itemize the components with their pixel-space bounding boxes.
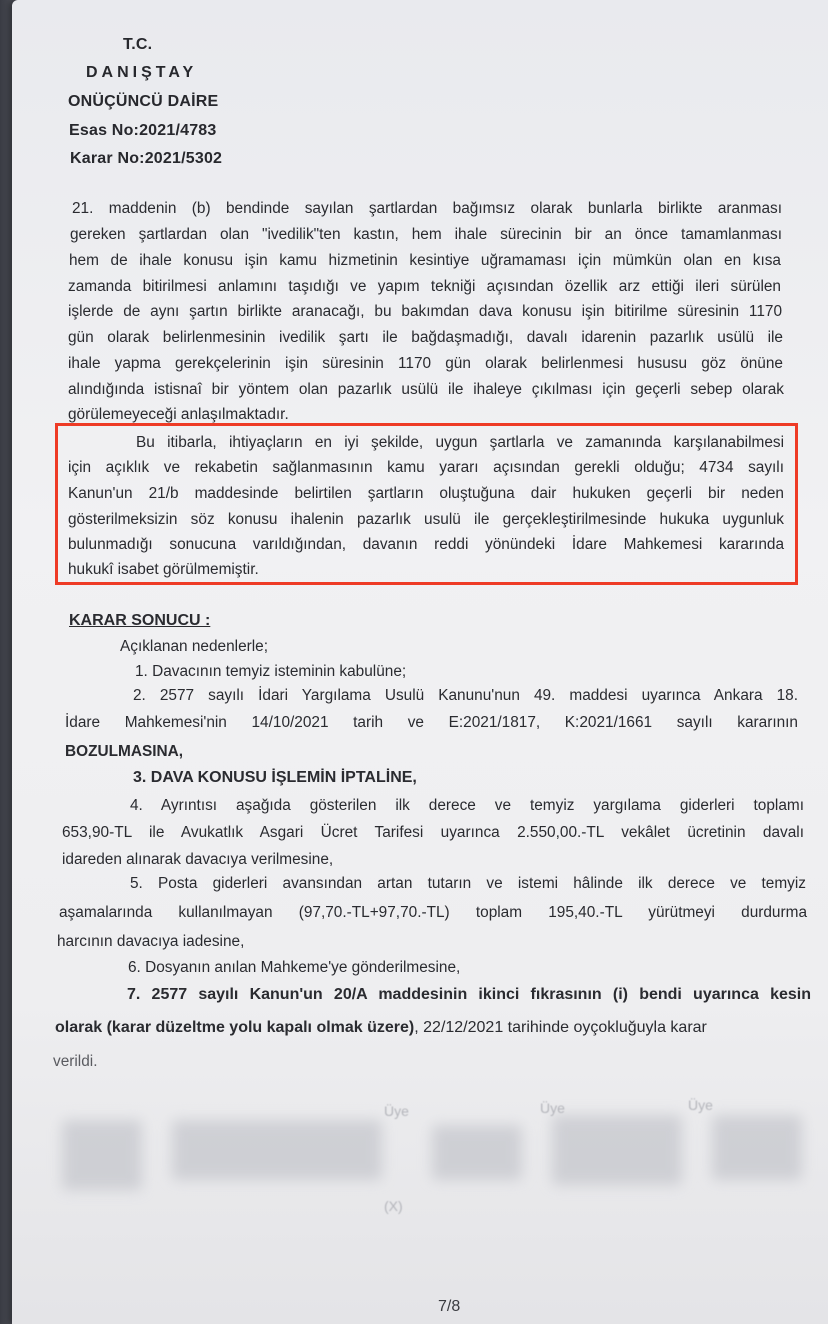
decision-item-7-plain-part: , 22/12/2021 tarihinde oyçokluğuyla karar [414, 1019, 707, 1036]
decision-item-7-bold-part: olarak (karar düzeltme yolu kapalı olmak üzere) [55, 1019, 415, 1036]
header-chamber: ONÜÇÜNCÜ DAİRE [68, 93, 219, 110]
document-page [12, 0, 828, 1324]
decision-heading: KARAR SONUCU : [69, 612, 211, 629]
decision-item-1: 1. Davacının temyiz isteminin kabulüne; [135, 663, 407, 680]
decision-item-6: 6. Dosyanın anılan Mahkeme'ye gönderilmesine, [128, 959, 461, 976]
decision-item-7-line [55, 1018, 707, 1038]
paragraph-1-line: işlerde de aynı şartın birlikte aranacağı, bu bakımdan dava konusu işin bitirilme süresinin 1170 [68, 303, 782, 320]
highlighted-paragraph-line: hukukî isabet görülmemiştir. [68, 561, 259, 578]
highlighted-paragraph-line: için açıklık ve rekabetin sağlanmasının kamu yararı açısından gerekli olduğu; 4734 sayılı [68, 459, 784, 476]
decision-item-7-line: 7. 2577 sayılı Kanun'un 20/A maddesinin ikinci fıkrasının (i) bendi uyarınca kesin [127, 986, 811, 1003]
paragraph-1-line: zamanda bitirilmesi anlamını taşıdığı ve yapım tekniği açısından özellik arz ettiği ileri sürülen [68, 278, 781, 295]
signature-mark: Üye [384, 1103, 409, 1119]
header-court: DANIŞTAY [86, 64, 198, 81]
decision-item-2-line: BOZULMASINA, [65, 743, 183, 760]
paragraph-1-line: gün olarak belirlenmesinin ivedilik şartı ile bağdaşmadığı, davalı idarenin pazarlık usülü ile [68, 329, 783, 346]
paragraph-1-line: alındığında istisnaî bir yöntem olan pazarlık usülü ile ihaleye çıkılması için geçerli sebep olarak [68, 381, 784, 398]
paragraph-1-line: görülemeyeceği anlaşılmaktadır. [68, 406, 289, 423]
highlighted-paragraph-line: gösterilmeksizin söz konusu ihalenin pazarlık usulü ile gerçekleştirilmesinde hukuka uygunluk [68, 511, 784, 528]
paragraph-1-line: hem de ihale konusu işin kamu hizmetinin kesintiye uğramaması için mümkün olan en kısa [69, 252, 781, 269]
decision-item-2-line: 2. 2577 sayılı İdari Yargılama Usulü Kanunu'nun 49. maddesi uyarınca Ankara 18. [133, 687, 798, 704]
decision-item-5-line: 5. Posta giderleri avansından artan tutarın ve istemi hâlinde ilk derece ve temyiz [130, 875, 806, 892]
highlighted-paragraph-line: bulunmadığı sonucuna varıldığından, davanın reddi yönündeki İdare Mahkemesi kararında [68, 536, 784, 553]
header-esas-no: Esas No:2021/4783 [69, 122, 217, 139]
decision-item-3: 3. DAVA KONUSU İŞLEMİN İPTALİNE, [133, 769, 417, 786]
paragraph-1-line: 21. maddenin (b) bendinde sayılan şartlardan bağımsız olarak bunlarla birlikte aranması [72, 200, 782, 217]
signature-mark: (X) [384, 1198, 403, 1214]
highlighted-paragraph-line: Bu itibarla, ihtiyaçların en iyi şekilde, uygun şartlarla ve zamanında karşılanabilmesi [136, 434, 784, 451]
decision-item-5-line: harcının davacıya iadesine, [57, 933, 245, 950]
decision-item-2-line: İdare Mahkemesi'nin 14/10/2021 tarih ve E:2021/1817, K:2021/1661 sayılı kararının [65, 714, 798, 731]
decision-item-7-line: verildi. [53, 1053, 98, 1070]
decision-item-4-line: idareden alınarak davacıya verilmesine, [62, 851, 334, 868]
header-tc: T.C. [123, 36, 153, 53]
highlighted-paragraph-line: Kanun'un 21/b maddesinde belirtilen şartların oluştuğuna dair hukuken geçerli bir neden [68, 485, 784, 502]
paragraph-1-line: gereken şartlardan olan "ivedilik"ten kastın, hem ihale sürecinin bir an önce tamamlanması [70, 226, 782, 243]
decision-item-4-line: 653,90-TL ile Avukatlık Asgari Ücret Tarifesi uyarınca 2.550,00.-TL vekâlet ücretinin davalı [62, 824, 804, 841]
decision-item-5-line: aşamalarında kullanılmayan (97,70.-TL+97,70.-TL) toplam 195,40.-TL yürütmeyi durdurma [59, 904, 807, 921]
signature-area-redacted [52, 1100, 812, 1220]
signature-mark: Üye [540, 1100, 565, 1116]
decision-item-4-line: 4. Ayrıntısı aşağıda gösterilen ilk derece ve temyiz yargılama giderleri toplamı [130, 797, 804, 814]
signature-mark: Üye [688, 1097, 713, 1113]
header-karar-no: Karar No:2021/5302 [70, 150, 223, 167]
decision-intro: Açıklanan nedenlerle; [120, 638, 269, 655]
paragraph-1-line: ihale yapma gerekçelerinin işin süresinin 1170 gün olarak belirlenmesi hususu göz önüne [68, 355, 783, 372]
page-number: 7/8 [438, 1298, 461, 1315]
